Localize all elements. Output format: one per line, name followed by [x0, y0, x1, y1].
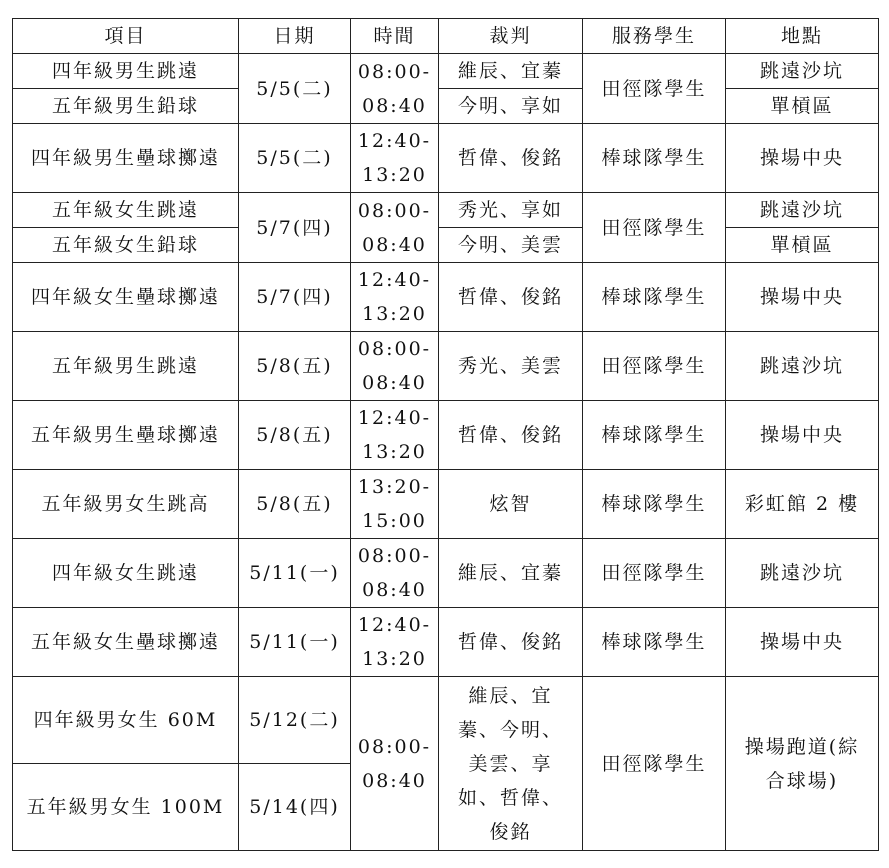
service-cell: 棒球隊學生 — [583, 124, 726, 193]
time-start: 08:00- — [357, 545, 432, 567]
item-cell: 五年級男生鉛球 — [13, 89, 239, 124]
judge-cell: 哲偉、俊銘 — [439, 124, 583, 193]
venue-cell: 跳遠沙坑 — [726, 539, 879, 608]
service-cell: 田徑隊學生 — [583, 539, 726, 608]
venue-cell: 操場中央 — [726, 124, 879, 193]
venue-line: 操場跑道(綜 — [744, 735, 860, 758]
judge-cell: 今明、享如 — [439, 89, 583, 124]
time-end: 13:20 — [362, 441, 427, 463]
service-cell: 棒球隊學生 — [583, 608, 726, 677]
header-judge: 裁判 — [439, 19, 583, 54]
time-start: 08:00- — [357, 735, 432, 758]
time-cell — [351, 539, 439, 608]
date-cell: 5/11(一) — [239, 539, 351, 608]
item-cell: 五年級男女生跳高 — [13, 470, 239, 539]
judge-line: 蓁、今明、 — [457, 718, 563, 741]
header-item: 項目 — [13, 19, 239, 54]
item-cell: 五年級男女生 100M — [13, 764, 239, 851]
venue-cell: 操場中央 — [726, 608, 879, 677]
time-cell — [351, 193, 439, 263]
header-time: 時間 — [351, 19, 439, 54]
time-end: 08:40 — [362, 579, 427, 601]
date-cell: 5/8(五) — [239, 332, 351, 401]
judge-cell: 維辰、宜蓁 — [439, 54, 583, 89]
time-end: 08:40 — [362, 233, 427, 256]
table-row — [13, 54, 879, 89]
time-cell — [351, 608, 439, 677]
time-start: 08:00- — [357, 338, 432, 360]
table-row — [13, 470, 879, 539]
header-date: 日期 — [239, 19, 351, 54]
date-cell: 5/14(四) — [239, 764, 351, 851]
service-cell: 田徑隊學生 — [583, 677, 726, 851]
judge-line: 維辰、宜 — [468, 684, 553, 707]
judge-line: 如、哲偉、 — [457, 786, 563, 809]
header-row — [13, 19, 879, 54]
venue-cell — [726, 677, 879, 851]
header-service: 服務學生 — [583, 19, 726, 54]
table-row — [13, 193, 879, 228]
schedule-table — [12, 18, 879, 851]
item-cell: 四年級女生跳遠 — [13, 539, 239, 608]
time-cell — [351, 677, 439, 851]
table-row — [13, 89, 879, 124]
time-end: 13:20 — [362, 648, 427, 670]
judge-cell: 秀光、享如 — [439, 193, 583, 228]
judge-cell: 哲偉、俊銘 — [439, 401, 583, 470]
time-start: 12:40- — [357, 130, 432, 152]
time-end: 13:20 — [362, 303, 427, 325]
judge-cell — [439, 677, 583, 851]
time-end: 08:40 — [362, 769, 427, 792]
time-start: 08:00- — [357, 60, 432, 83]
item-cell: 五年級女生壘球擲遠 — [13, 608, 239, 677]
judge-cell: 炫智 — [439, 470, 583, 539]
judge-cell: 維辰、宜蓁 — [439, 539, 583, 608]
time-cell — [351, 54, 439, 124]
table-row — [13, 677, 879, 764]
date-cell: 5/5(二) — [239, 124, 351, 193]
service-cell: 棒球隊學生 — [583, 263, 726, 332]
item-cell: 四年級男生跳遠 — [13, 54, 239, 89]
venue-cell: 跳遠沙坑 — [726, 332, 879, 401]
time-end: 13:20 — [362, 164, 427, 186]
date-cell: 5/8(五) — [239, 470, 351, 539]
judge-cell: 哲偉、俊銘 — [439, 263, 583, 332]
table-row — [13, 263, 879, 332]
table-row — [13, 124, 879, 193]
venue-cell: 操場中央 — [726, 401, 879, 470]
judge-cell: 今明、美雲 — [439, 228, 583, 263]
time-cell — [351, 124, 439, 193]
item-cell: 四年級男女生 60M — [13, 677, 239, 764]
time-start: 12:40- — [357, 269, 432, 291]
venue-cell: 跳遠沙坑 — [726, 54, 879, 89]
table-row — [13, 228, 879, 263]
date-cell: 5/5(二) — [239, 54, 351, 124]
time-start: 12:40- — [357, 614, 432, 636]
judge-cell: 哲偉、俊銘 — [439, 608, 583, 677]
time-start: 13:20- — [357, 476, 432, 498]
table-row — [13, 539, 879, 608]
judge-line: 美雲、享 — [468, 752, 553, 775]
date-cell: 5/8(五) — [239, 401, 351, 470]
item-cell: 五年級男生壘球擲遠 — [13, 401, 239, 470]
service-cell: 田徑隊學生 — [583, 193, 726, 263]
venue-cell: 彩虹館 2 樓 — [726, 470, 879, 539]
service-cell: 棒球隊學生 — [583, 401, 726, 470]
venue-line: 合球場) — [765, 769, 839, 792]
time-end: 08:40 — [362, 372, 427, 394]
time-cell — [351, 401, 439, 470]
service-cell: 棒球隊學生 — [583, 470, 726, 539]
venue-cell: 單槓區 — [726, 89, 879, 124]
time-end: 08:40 — [362, 94, 427, 117]
time-cell — [351, 470, 439, 539]
time-start: 12:40- — [357, 407, 432, 429]
time-cell — [351, 332, 439, 401]
table-row — [13, 608, 879, 677]
item-cell: 五年級男生跳遠 — [13, 332, 239, 401]
venue-cell: 單槓區 — [726, 228, 879, 263]
date-cell: 5/7(四) — [239, 193, 351, 263]
judge-line: 俊銘 — [489, 820, 532, 843]
time-end: 15:00 — [362, 510, 427, 532]
item-cell: 五年級女生鉛球 — [13, 228, 239, 263]
item-cell: 四年級女生壘球擲遠 — [13, 263, 239, 332]
date-cell: 5/7(四) — [239, 263, 351, 332]
header-venue: 地點 — [726, 19, 879, 54]
table-row — [13, 332, 879, 401]
service-cell: 田徑隊學生 — [583, 54, 726, 124]
venue-cell: 操場中央 — [726, 263, 879, 332]
date-cell: 5/11(一) — [239, 608, 351, 677]
table-row — [13, 401, 879, 470]
judge-cell: 秀光、美雲 — [439, 332, 583, 401]
venue-cell: 跳遠沙坑 — [726, 193, 879, 228]
date-cell: 5/12(二) — [239, 677, 351, 764]
service-cell: 田徑隊學生 — [583, 332, 726, 401]
time-start: 08:00- — [357, 199, 432, 222]
item-cell: 五年級女生跳遠 — [13, 193, 239, 228]
time-cell — [351, 263, 439, 332]
item-cell: 四年級男生壘球擲遠 — [13, 124, 239, 193]
